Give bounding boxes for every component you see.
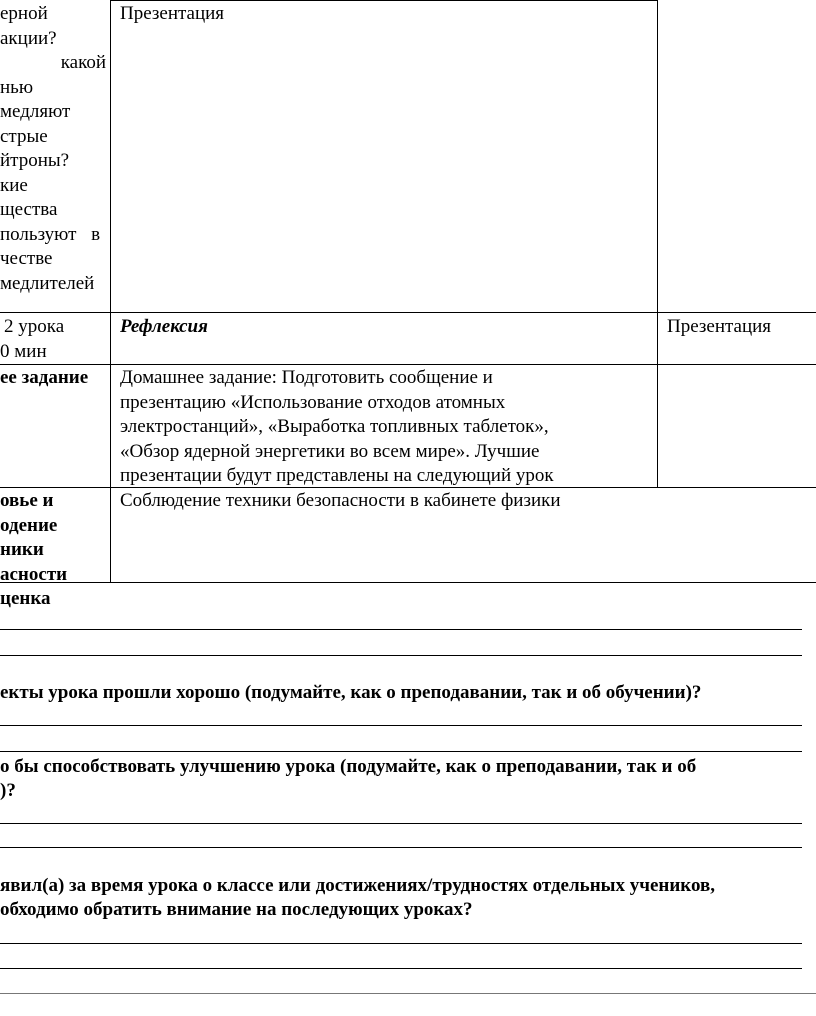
answer-line	[0, 943, 802, 944]
row3-col2-line: презентацию «Использование отходов атомных	[120, 391, 506, 413]
row1-col1-line: стрые	[0, 125, 48, 147]
answer-line	[0, 823, 802, 824]
table-border-col2-col3	[657, 0, 658, 487]
row1-col1-line: медлителей	[0, 272, 95, 294]
row2-col2-reflection: Рефлексия	[120, 316, 208, 337]
row3-col2-line: «Обзор ядерной энергетики во всем мире». Лучшие	[120, 440, 540, 462]
question-1: екты урока прошли хорошо (подумайте, как о преподавании, так и об обучении)?	[0, 682, 702, 703]
row1-col1-line: нью	[0, 76, 34, 98]
page-bottom-border	[0, 993, 816, 994]
row4-col2-safety-text: Соблюдение техники безопасности в кабинете физики	[120, 490, 561, 511]
answer-line	[0, 847, 802, 848]
row4-col1-line: ники	[0, 539, 44, 560]
row1-col1-line: ерной	[0, 3, 48, 24]
row3-col2-line: презентации будут представлены на следующий урок	[120, 465, 554, 486]
row1-col1-line: медляют	[0, 101, 71, 122]
answer-line	[0, 968, 802, 969]
question-3-line-2: обходимо обратить внимание на последующих уроках?	[0, 899, 473, 920]
row1-col1	[0, 2, 106, 296]
row2-col1	[0, 315, 64, 364]
row1-col1-line: йтроны?	[0, 150, 70, 171]
row1-col1-line: пользуют в	[0, 223, 101, 245]
row1-col1-line: честве	[0, 248, 53, 269]
row1-col2-presentation: Презентация	[120, 3, 225, 24]
row2-col3-presentation: Презентация	[667, 316, 772, 337]
answer-line	[0, 629, 802, 630]
row2-col1-line: 2 урока	[4, 316, 65, 337]
row2-col1-line: 0 мин	[0, 340, 47, 362]
row4-col1-line: асности	[0, 563, 68, 585]
row1-col1-line: щества	[0, 199, 58, 220]
question-3-line-1: явил(а) за время урока о классе или достижениях/трудностях отдельных учеников,	[0, 875, 716, 896]
answer-line	[0, 655, 802, 656]
row4-col1-line: овье и	[0, 490, 54, 511]
answer-line	[0, 751, 802, 752]
row1-col1-line: акции?	[0, 27, 57, 49]
row1-col1-line: кие	[0, 174, 28, 196]
table-row-divider-1	[0, 312, 816, 313]
row1-col1-line: какой	[60, 52, 106, 73]
row4-col1-safety-label	[0, 489, 67, 587]
table-border-bottom	[0, 582, 816, 583]
question-2-line-2: )?	[0, 780, 16, 801]
row4-col1-line: одение	[0, 514, 58, 536]
question-2-line-1: о бы способствовать улучшению урока (подумайте, как о преподавании, так и об	[0, 756, 697, 777]
table-row-divider-2	[0, 364, 816, 365]
row3-col2-line: Домашнее задание: Подготовить сообщение и	[120, 367, 493, 388]
table-border-left-col1	[110, 0, 111, 583]
answer-line	[0, 725, 802, 726]
table-border-top	[110, 0, 658, 1]
row3-col2-line: электростанций», «Выработка топливных таблеток»,	[120, 416, 549, 437]
section-heading: ценка	[0, 588, 51, 609]
row3-col1-homework-label: ее задание	[0, 367, 89, 388]
row3-col2-homework-text	[120, 366, 554, 489]
